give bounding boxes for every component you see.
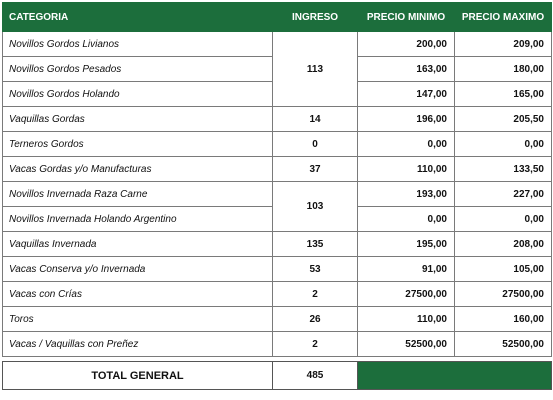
table-row [3,257,552,282]
row-categoria: Vaquillas Invernada [3,232,273,257]
row-precio-minimo: 0,00 [358,132,455,157]
row-categoria: Novillos Invernada Holando Argentino [3,207,273,232]
row-ingreso: 135 [273,232,358,257]
table-row [3,232,552,257]
row-precio-maximo: 0,00 [455,207,552,232]
row-precio-maximo: 180,00 [455,57,552,82]
row-categoria: Novillos Gordos Livianos [3,32,273,57]
table-row [3,107,552,132]
total-row [3,362,552,390]
row-precio-minimo: 91,00 [358,257,455,282]
row-precio-minimo: 0,00 [358,207,455,232]
table-row [3,157,552,182]
row-precio-minimo: 27500,00 [358,282,455,307]
row-categoria: Vacas Conserva y/o Invernada [3,257,273,282]
table-row [3,182,552,207]
row-precio-maximo: 0,00 [455,132,552,157]
row-precio-maximo: 27500,00 [455,282,552,307]
row-categoria: Novillos Invernada Raza Carne [3,182,273,207]
row-categoria: Novillos Gordos Holando [3,82,273,107]
row-precio-maximo: 208,00 [455,232,552,257]
total-label: TOTAL GENERAL [3,362,273,390]
row-precio-minimo: 110,00 [358,157,455,182]
row-precio-maximo: 52500,00 [455,332,552,357]
row-ingreso: 2 [273,332,358,357]
header-precio-maximo: PRECIO MAXIMO [455,3,552,32]
table-row [3,32,552,57]
row-categoria: Vacas Gordas y/o Manufacturas [3,157,273,182]
header-ingreso: INGRESO [273,3,358,32]
row-categoria: Vacas / Vaquillas con Preñez [3,332,273,357]
row-precio-minimo: 196,00 [358,107,455,132]
row-ingreso-grouped: 113 [273,32,358,107]
price-table [2,2,552,390]
row-precio-maximo: 165,00 [455,82,552,107]
row-ingreso: 26 [273,307,358,332]
row-precio-minimo: 110,00 [358,307,455,332]
row-precio-minimo: 52500,00 [358,332,455,357]
row-categoria: Toros [3,307,273,332]
row-ingreso-grouped: 103 [273,182,358,232]
table-row [3,332,552,357]
row-precio-maximo: 160,00 [455,307,552,332]
row-precio-minimo: 163,00 [358,57,455,82]
table-header-row [3,3,552,32]
table-row [3,307,552,332]
row-ingreso: 14 [273,107,358,132]
row-precio-maximo: 209,00 [455,32,552,57]
header-categoria: CATEGORIA [3,3,273,32]
row-categoria: Terneros Gordos [3,132,273,157]
total-value: 485 [273,362,358,390]
row-categoria: Vacas con Crías [3,282,273,307]
row-categoria: Vaquillas Gordas [3,107,273,132]
table-row [3,282,552,307]
row-ingreso: 0 [273,132,358,157]
row-precio-minimo: 147,00 [358,82,455,107]
total-green-block [358,362,552,390]
row-ingreso: 37 [273,157,358,182]
row-precio-maximo: 205,50 [455,107,552,132]
row-ingreso: 2 [273,282,358,307]
row-precio-minimo: 200,00 [358,32,455,57]
row-precio-maximo: 105,00 [455,257,552,282]
row-categoria: Novillos Gordos Pesados [3,57,273,82]
header-precio-minimo: PRECIO MINIMO [358,3,455,32]
row-precio-maximo: 227,00 [455,182,552,207]
table-row [3,132,552,157]
row-precio-minimo: 195,00 [358,232,455,257]
row-precio-minimo: 193,00 [358,182,455,207]
row-precio-maximo: 133,50 [455,157,552,182]
row-ingreso: 53 [273,257,358,282]
